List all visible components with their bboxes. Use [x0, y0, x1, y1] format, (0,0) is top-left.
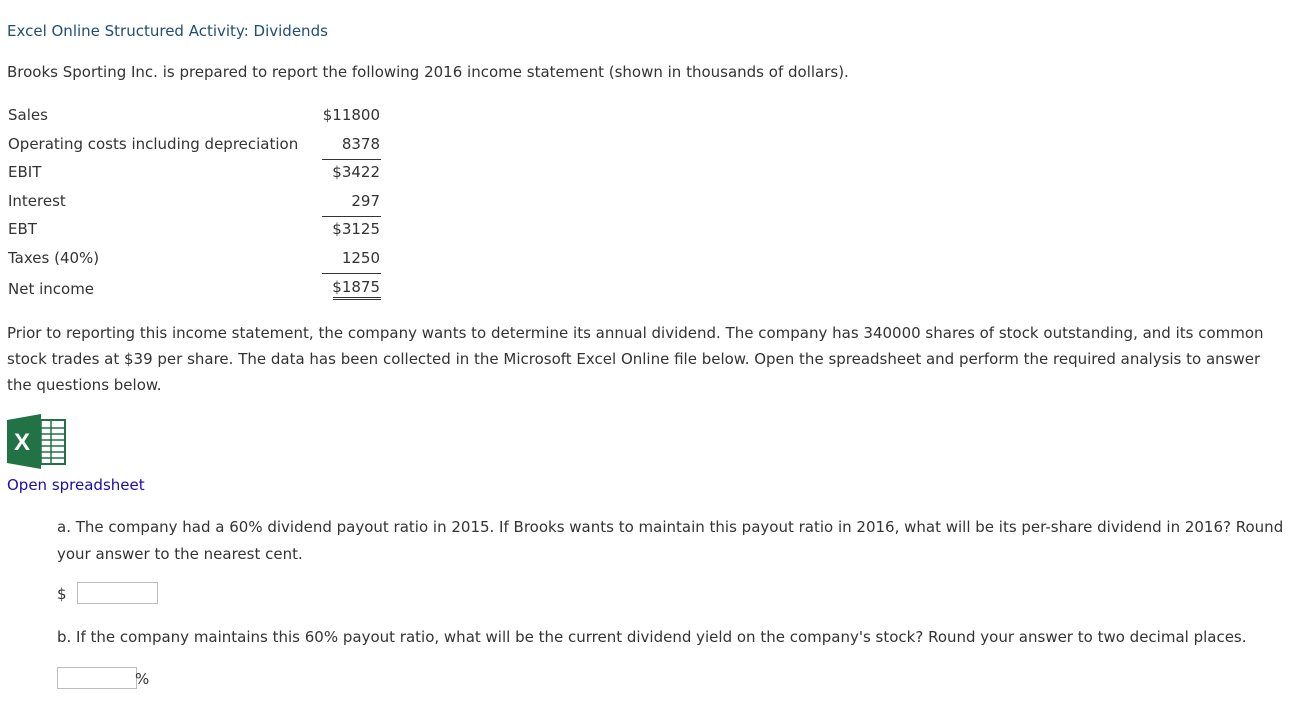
subtotal-rule — [322, 273, 381, 274]
intro-text: Brooks Sporting Inc. is prepared to report the following 2016 income statement (shown in thousands of dollars). — [7, 63, 849, 81]
row-taxes — [7, 247, 387, 276]
dollar-prefix: $ — [57, 585, 67, 603]
description-paragraph: Prior to reporting this income statement, the company wants to determine its annual dividend. The company has 340000 shares of stock outstanding, and its common stock trades at $39 per share. The data has been collected in the Microsoft Excel Online file below. Open the spreadsheet and perform the required analysis to answer the questions below. — [7, 324, 1264, 394]
row-interest — [7, 190, 387, 219]
excel-icon[interactable] — [7, 414, 67, 469]
row-value: $11800 — [322, 106, 380, 124]
row-value: 297 — [351, 191, 380, 210]
row-label: Sales — [8, 106, 48, 124]
subtotal-rule — [322, 159, 381, 160]
row-net-income — [7, 275, 387, 307]
row-value: $3422 — [332, 163, 380, 181]
row-value: 1250 — [341, 248, 380, 267]
row-label: Taxes (40%) — [8, 248, 100, 267]
row-ebit — [7, 161, 387, 190]
row-value: $3125 — [332, 220, 380, 238]
answer-a-input[interactable] — [77, 582, 158, 604]
income-statement — [7, 104, 387, 307]
row-ebt — [7, 218, 387, 247]
open-spreadsheet-link[interactable]: Open spreadsheet — [7, 476, 145, 494]
svg-text:X: X — [13, 429, 31, 456]
row-value: $1875 — [332, 278, 380, 296]
answer-b-input[interactable] — [57, 667, 137, 689]
page-title: Excel Online Structured Activity: Dividends — [7, 22, 328, 40]
row-operating-costs — [7, 133, 387, 162]
row-label: Interest — [8, 191, 66, 210]
percent-suffix: % — [135, 670, 150, 688]
subtotal-rule — [322, 216, 381, 217]
row-value: 8378 — [341, 134, 380, 153]
row-label: Operating costs including depreciation — [8, 134, 299, 153]
row-label: EBT — [8, 220, 37, 238]
total-double-rule — [333, 297, 381, 300]
question-b: b. If the company maintains this 60% payout ratio, what will be the current dividend yield on the company's stock? Round your answer to two decimal places. — [57, 628, 1247, 646]
row-label: EBIT — [8, 163, 42, 181]
question-a: a. The company had a 60% dividend payout ratio in 2015. If Brooks wants to maintain this payout ratio in 2016, what will be its per-share dividend in 2016? Round your answer to the nearest cent. — [57, 518, 1284, 563]
row-sales — [7, 104, 387, 133]
row-label: Net income — [8, 280, 95, 298]
